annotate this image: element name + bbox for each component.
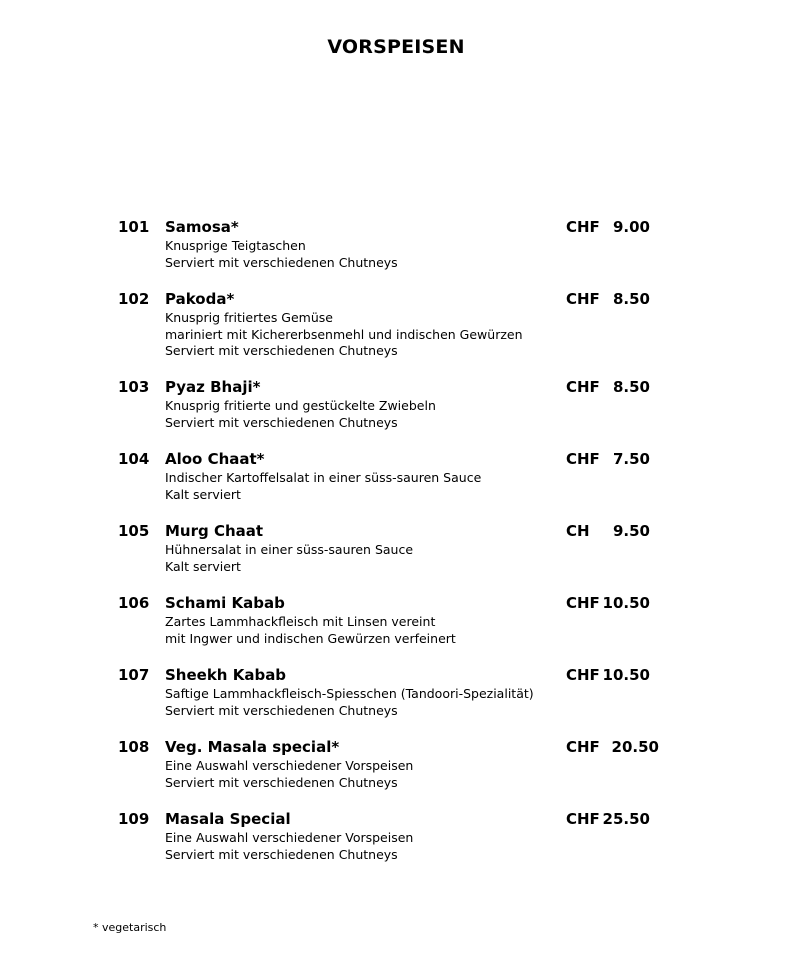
menu-item xyxy=(0,290,792,378)
menu-item xyxy=(0,594,792,666)
item-name: Masala Special xyxy=(165,810,291,828)
description-line: Serviert mit verschiedenen Chutneys xyxy=(165,343,398,358)
item-number: 102 xyxy=(118,290,150,308)
item-description xyxy=(165,310,523,360)
description-line: Serviert mit verschiedenen Chutneys xyxy=(165,254,398,270)
item-number: 101 xyxy=(118,218,150,236)
item-description xyxy=(165,398,436,431)
item-name: Aloo Chaat* xyxy=(165,450,265,468)
item-number: 107 xyxy=(118,666,150,684)
item-price: 8.50 xyxy=(612,378,650,396)
menu-item xyxy=(0,378,792,450)
item-currency: CHF xyxy=(566,738,600,756)
item-number: 106 xyxy=(118,594,150,612)
description-line: Indischer Kartoffelsalat in einer süss-sauren Sauce xyxy=(165,470,482,485)
description-line: Knusprig fritierte und gestückelte Zwiebeln xyxy=(165,398,436,413)
description-line: Serviert mit verschiedenen Chutneys xyxy=(165,414,398,430)
description-line: Serviert mit verschiedenen Chutneys xyxy=(165,702,398,718)
item-price: 10.50 xyxy=(602,666,650,684)
item-number: 104 xyxy=(118,450,150,468)
menu-item xyxy=(0,450,792,522)
description-line: Knusprig fritiertes Gemüse xyxy=(165,310,333,325)
footnote: * vegetarisch xyxy=(93,921,167,934)
menu-list xyxy=(0,218,792,882)
item-price: 25.50 xyxy=(602,810,650,828)
description-line: Zartes Lammhackfleisch mit Linsen vereint xyxy=(165,614,436,629)
description-line: Serviert mit verschiedenen Chutneys xyxy=(165,846,398,862)
item-currency: CHF xyxy=(566,810,600,828)
item-description xyxy=(165,830,413,863)
description-line: Knusprige Teigtaschen xyxy=(165,238,306,253)
item-description xyxy=(165,542,413,575)
item-name: Pakoda* xyxy=(165,290,235,308)
item-currency: CHF xyxy=(566,666,600,684)
item-price: 9.00 xyxy=(612,218,650,236)
item-description xyxy=(165,470,481,503)
item-price: 7.50 xyxy=(612,450,650,468)
item-number: 109 xyxy=(118,810,150,828)
item-price: 10.50 xyxy=(602,594,650,612)
menu-item xyxy=(0,218,792,290)
item-price: 8.50 xyxy=(612,290,650,308)
item-currency: CHF xyxy=(566,290,600,308)
item-currency: CHF xyxy=(566,594,600,612)
item-currency: CHF xyxy=(566,450,600,468)
item-name: Samosa* xyxy=(165,218,239,236)
menu-item xyxy=(0,738,792,810)
description-line: Saftige Lammhackfleisch-Spiesschen (Tandoori-Spezialität) xyxy=(165,686,534,701)
item-price: 20.50 xyxy=(611,738,659,756)
description-line: Kalt serviert xyxy=(165,486,241,502)
description-line: Eine Auswahl verschiedener Vorspeisen xyxy=(165,830,414,845)
item-name: Murg Chaat xyxy=(165,522,264,540)
description-line: Eine Auswahl verschiedener Vorspeisen xyxy=(165,758,414,773)
menu-item xyxy=(0,522,792,594)
item-number: 105 xyxy=(118,522,150,540)
description-line: Hühnersalat in einer süss-sauren Sauce xyxy=(165,542,414,557)
item-currency: CHF xyxy=(566,378,600,396)
item-price: 9.50 xyxy=(612,522,650,540)
item-name: Schami Kabab xyxy=(165,594,285,612)
item-name: Sheekh Kabab xyxy=(165,666,287,684)
item-description xyxy=(165,758,413,791)
description-line: mit Ingwer und indischen Gewürzen verfeinert xyxy=(165,630,456,646)
item-description xyxy=(165,238,398,271)
item-name: Veg. Masala special* xyxy=(165,738,340,756)
description-line: Serviert mit verschiedenen Chutneys xyxy=(165,774,398,790)
item-description xyxy=(165,686,534,719)
menu-item xyxy=(0,810,792,882)
item-name: Pyaz Bhaji* xyxy=(165,378,261,396)
item-currency: CH xyxy=(566,522,590,540)
menu-item xyxy=(0,666,792,738)
item-currency: CHF xyxy=(566,218,600,236)
description-line: mariniert mit Kichererbsenmehl und indischen Gewürzen xyxy=(165,326,523,342)
page-title: VORSPEISEN xyxy=(327,36,465,58)
item-number: 103 xyxy=(118,378,150,396)
description-line: Kalt serviert xyxy=(165,558,241,574)
item-number: 108 xyxy=(118,738,150,756)
item-description xyxy=(165,614,456,647)
